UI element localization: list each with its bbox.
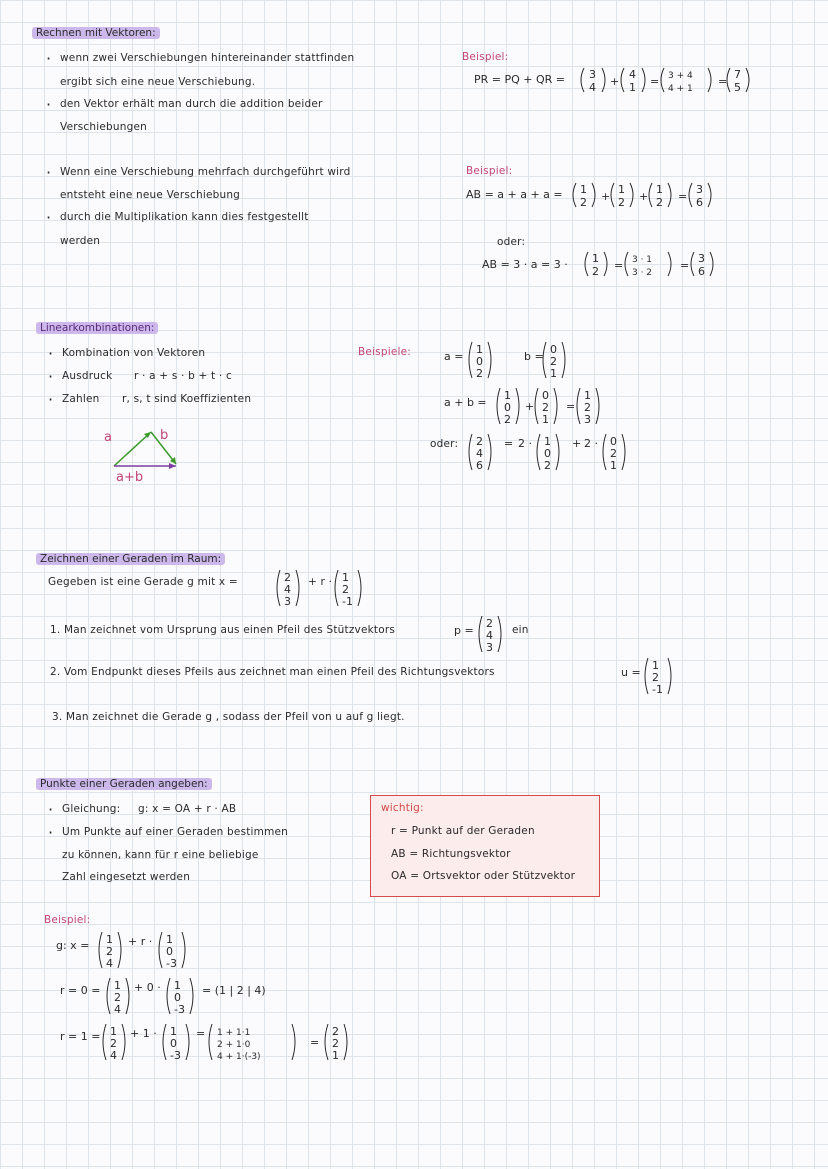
triangle-label-a: a — [104, 430, 112, 445]
vec-oder-b — [603, 434, 625, 472]
svg-text:+: + — [601, 190, 611, 203]
svg-text:+ r ·: + r · — [128, 935, 153, 948]
s4-g-eq: g: x = — [56, 939, 90, 952]
example-2-vectors — [570, 181, 720, 215]
svg-text:+: + — [525, 400, 535, 413]
vec-lin-a — [466, 340, 496, 384]
triangle-label-ab: a+b — [116, 470, 144, 485]
vec-ex2-a1-2: 2 — [580, 196, 587, 209]
vec-oder-a — [537, 434, 559, 472]
s4-bullet-2-line-3: Zahl eingesetzt werden — [62, 871, 191, 883]
vec-r1-ab-2: 0 — [170, 1037, 177, 1050]
svg-text:=: = — [196, 1027, 206, 1040]
vec-line-u-1: 1 — [652, 659, 659, 672]
vec-sum-b-2: 2 — [542, 401, 549, 414]
example-1-label: Beispiel: — [462, 51, 509, 63]
vec-r1-oa — [103, 1024, 125, 1062]
vec-ex2-a3-2: 2 — [656, 196, 663, 209]
vec-oder-b-1: 0 — [610, 435, 617, 448]
vec-line-p-given — [274, 568, 304, 612]
vec-line-u — [642, 656, 678, 700]
s1-bullet-2-line-1: · den Vektor erhält man durch die addition beider — [60, 98, 323, 110]
s3-step-2: 2. Vom Endpunkt dieses Pfeils aus zeichnet man einen Pfeil des Richtungsvektors — [50, 666, 495, 678]
vec-r0-ab-1: 1 — [174, 979, 181, 992]
svg-text:=: = — [310, 1036, 320, 1049]
vec-g-ab-3: -3 — [166, 957, 177, 970]
vec-oder-d — [469, 434, 491, 472]
vec-sum-b-1: 0 — [542, 389, 549, 402]
svg-text:2 ·: 2 · — [584, 437, 598, 450]
vec-ex2-b1 — [585, 252, 607, 278]
s3-step-1: 1. Man zeichnet vom Ursprung aus einen Pfeil des Stützvektors — [50, 624, 396, 636]
vec-lin-a-2: 0 — [476, 355, 483, 368]
vec-ex2-a2 — [611, 183, 633, 209]
vec-g-oa-1: 1 — [106, 933, 113, 946]
example-1-vectors — [578, 66, 748, 102]
vec-ex2-res2-1: 3 — [698, 252, 705, 265]
vec-r1-s2-3: 1 — [332, 1049, 339, 1062]
s1-bullet-2-line-2: Verschiebungen — [60, 121, 147, 133]
important-box-line-3: OA = Ortsvektor oder Stützvektor — [391, 870, 576, 882]
s1-bullet-4-line-1: · durch die Multiplikation kann dies festgestellt — [60, 211, 309, 223]
vec-line-u-given — [332, 568, 368, 612]
vec-oder-b-3: 1 — [610, 459, 617, 472]
s4-bullet-2-line-1: · Um Punkte auf einer Geraden bestimmen — [62, 826, 288, 838]
s4-bullet-2-line-2: zu können, kann für r eine beliebige — [62, 849, 259, 861]
svg-text:=: = — [718, 75, 728, 88]
vec-sum-a — [497, 388, 519, 426]
vec-r1-s1-1: 1 + 1·1 — [217, 1028, 251, 1038]
vec-oder-a-2: 0 — [544, 447, 551, 460]
important-box-line-2: AB = Richtungsvektor — [391, 848, 511, 860]
vec-sum-b — [535, 388, 557, 426]
svg-text:+ 1 ·: + 1 · — [130, 1027, 157, 1040]
vec-line-p-given-2: 4 — [284, 583, 291, 596]
vec-line-p-given-1: 2 — [284, 571, 291, 584]
section-heading-zeichnen: Zeichnen einer Geraden im Raum: — [36, 553, 225, 565]
vec-ex1-v4-2: 5 — [734, 81, 741, 94]
vec-sum-c-1: 1 — [584, 389, 591, 402]
vec-sum-a-1: 1 — [504, 389, 511, 402]
s3-given: Gegeben ist eine Gerade g mit x = — [48, 576, 238, 588]
vec-r1-oa-1: 1 — [110, 1025, 117, 1038]
vec-ex2-a2-1: 1 — [618, 183, 625, 196]
example-2-label: Beispiel: — [466, 165, 513, 177]
vec-oder-d-1: 2 — [476, 435, 483, 448]
s1-bullet-1-line-1: · wenn zwei Verschiebungen hintereinander stattfinden — [60, 52, 354, 64]
svg-text:=: = — [678, 190, 688, 203]
vec-ex1-v1-2: 4 — [589, 81, 596, 94]
s3-step-2-u: u = — [621, 666, 641, 679]
vec-line-p-2: 4 — [486, 629, 493, 642]
vec-r0-oa-2: 2 — [114, 991, 121, 1004]
vec-r0-oa-3: 4 — [114, 1003, 121, 1016]
vec-oder-a-1: 1 — [544, 435, 551, 448]
vec-g-ab — [159, 932, 185, 970]
vec-lin-b — [540, 340, 570, 384]
vec-ex1-v3 — [661, 68, 711, 94]
svg-text:+ 0 ·: + 0 · — [134, 981, 161, 994]
vec-line-u-3: -1 — [652, 683, 663, 696]
svg-text:+: + — [639, 190, 649, 203]
section-heading-punkte: Punkte einer Geraden angeben: — [36, 778, 212, 790]
example-2-equation: AB = a + a + a = — [466, 188, 563, 201]
vec-oder-d-2: 4 — [476, 447, 483, 460]
s2-bullet-3-label: · Zahlen — [62, 393, 100, 405]
vec-g-ab-2: 0 — [166, 945, 173, 958]
svg-text:+: + — [610, 75, 620, 88]
s3-step-1-p: p = — [454, 624, 474, 637]
vec-ex2-a2-2: 2 — [618, 196, 625, 209]
vec-r1-ab-1: 1 — [170, 1025, 177, 1038]
vec-sum-a-2: 0 — [504, 401, 511, 414]
important-box-title: wichtig: — [381, 802, 424, 814]
s4-r0-vectors — [104, 976, 204, 1020]
vec-ex1-v2 — [621, 68, 645, 94]
vec-r1-s2-2: 2 — [332, 1037, 339, 1050]
vec-line-u-given-1: 1 — [342, 571, 349, 584]
vec-r0-ab-2: 0 — [174, 991, 181, 1004]
vec-ex2-mul — [625, 252, 671, 278]
s1-bullet-1-line-2: ergibt sich eine neue Verschiebung. — [60, 76, 256, 88]
vec-g-oa — [99, 932, 121, 970]
vec-ex1-v2-2: 1 — [629, 81, 636, 94]
vec-sum-c — [577, 388, 599, 426]
s3-step-1-end: ein — [512, 624, 529, 636]
vec-sum-c-3: 3 — [584, 413, 591, 426]
vec-r1-oa-3: 4 — [110, 1049, 117, 1062]
s2-oder: oder: — [430, 438, 459, 450]
vec-r0-oa-1: 1 — [114, 979, 121, 992]
svg-text:=: = — [680, 259, 690, 272]
vec-line-p-3: 3 — [486, 641, 493, 654]
s1-bullet-3-line-2: entsteht eine neue Verschiebung — [60, 189, 241, 201]
vec-ex2-b1-2: 2 — [592, 265, 599, 278]
s2-b-def: b = — [524, 350, 544, 363]
s3-given-r: + r · — [308, 576, 333, 588]
vec-lin-b-1: 0 — [550, 343, 557, 356]
vec-r1-s1 — [209, 1024, 295, 1062]
example-2-oder: oder: — [497, 236, 526, 248]
s3-step-3: 3. Man zeichnet die Gerade g , sodass der Pfeil von u auf g liegt. — [52, 711, 405, 723]
vec-line-p-1: 2 — [486, 617, 493, 630]
vec-r0-ab-3: -3 — [174, 1003, 185, 1016]
example-1-equation: PR = PQ + QR = — [474, 73, 566, 86]
vec-line-u-2: 2 — [652, 671, 659, 684]
s2-bullet-3-rest: r, s, t sind Koeffizienten — [122, 393, 252, 405]
vec-r1-s1-2: 2 + 1·0 — [217, 1040, 251, 1050]
s2-sum-label: a + b = — [444, 396, 487, 409]
s2-sum-vectors — [494, 386, 634, 430]
vec-line-u-given-3: -1 — [342, 595, 353, 608]
svg-text:=: = — [504, 437, 514, 450]
s2-a-def: a = — [444, 350, 464, 363]
triangle-label-b: b — [160, 428, 169, 443]
vec-g-oa-2: 2 — [106, 945, 113, 958]
vec-ex2-a1-1: 1 — [580, 183, 587, 196]
vec-ex1-v1-1: 3 — [589, 68, 596, 81]
vec-ex1-v2-1: 4 — [629, 68, 636, 81]
vec-ex2-b1-1: 1 — [592, 252, 599, 265]
s4-r0: r = 0 = — [60, 984, 101, 997]
s2-example-label: Beispiele: — [358, 346, 412, 358]
example-2-equation-2: AB = 3 · a = 3 · — [482, 258, 568, 271]
vec-ex2-res-2: 6 — [696, 196, 703, 209]
vec-r1-oa-2: 2 — [110, 1037, 117, 1050]
svg-text:2 ·: 2 · — [518, 437, 532, 450]
vec-g-ab-1: 1 — [166, 933, 173, 946]
s2-bullet-1: · Kombination von Vektoren — [62, 347, 205, 359]
svg-text:=: = — [614, 259, 624, 272]
vec-ex2-mul-1: 3 · 1 — [632, 255, 653, 265]
vec-sum-a-3: 2 — [504, 413, 511, 426]
s2-bullet-2-label: · Ausdruck — [62, 370, 112, 382]
s4-bullet-1-eq: g: x = OA + r · AB — [138, 803, 237, 815]
vec-ex1-v1 — [581, 68, 605, 94]
s4-example-label: Beispiel: — [44, 914, 91, 926]
vec-ex2-res2 — [691, 252, 713, 278]
vec-ex2-a3 — [649, 183, 671, 209]
vec-g-oa-3: 4 — [106, 957, 113, 970]
vec-lin-b-2: 2 — [550, 355, 557, 368]
vec-r1-s1-3: 4 + 1·(-3) — [217, 1052, 261, 1062]
s4-bullet-1-label: · Gleichung: — [62, 803, 120, 815]
important-box-line-1: r = Punkt auf der Geraden — [391, 825, 535, 837]
vec-sum-b-3: 1 — [542, 413, 549, 426]
important-box — [370, 795, 600, 897]
vec-r1-s2-1: 2 — [332, 1025, 339, 1038]
vec-oder-a-3: 2 — [544, 459, 551, 472]
svg-text:+: + — [572, 437, 582, 450]
s4-g-vectors — [96, 930, 206, 974]
vec-line-p-given-3: 3 — [284, 595, 291, 608]
s2-bullet-2-expr: r · a + s · b + t · c — [134, 370, 232, 382]
vec-sum-c-2: 2 — [584, 401, 591, 414]
vec-ex1-v3-1: 3 + 4 — [668, 71, 693, 81]
s1-bullet-4-line-2: werden — [60, 235, 101, 247]
vec-oder-d-3: 6 — [476, 459, 483, 472]
s4-r1: r = 1 = — [60, 1030, 101, 1043]
vec-ex2-mul-2: 3 · 2 — [632, 268, 653, 278]
vec-ex2-res2-2: 6 — [698, 265, 705, 278]
vec-ex1-v3-2: 4 + 1 — [668, 84, 693, 94]
vec-ex2-a3-1: 1 — [656, 183, 663, 196]
section-heading-linearkombinationen: Linearkombinationen: — [36, 322, 158, 334]
s4-r0-result: = (1 | 2 | 4) — [202, 984, 266, 997]
vec-ex1-v4 — [727, 68, 749, 94]
vec-r0-ab — [167, 978, 193, 1016]
vec-line-p — [476, 614, 506, 658]
vec-lin-b-3: 1 — [550, 367, 557, 380]
vec-r1-ab-3: -3 — [170, 1049, 181, 1062]
vec-ex2-a1 — [573, 183, 595, 209]
vec-lin-a-1: 1 — [476, 343, 483, 356]
example-2-vectors-2 — [582, 250, 722, 284]
vec-ex1-v4-1: 7 — [734, 68, 741, 81]
s4-r1-vectors — [100, 1022, 360, 1066]
vec-lin-a-3: 2 — [476, 367, 483, 380]
svg-text:=: = — [566, 400, 576, 413]
vec-r1-s2 — [325, 1024, 347, 1062]
vec-line-u-given-2: 2 — [342, 583, 349, 596]
vec-r1-ab — [163, 1024, 189, 1062]
s1-bullet-3-line-1: · Wenn eine Verschiebung mehrfach durchgeführt wird — [60, 166, 351, 178]
vec-ex2-res — [689, 183, 711, 209]
svg-text:=: = — [650, 75, 660, 88]
s2-oder-vectors — [466, 432, 646, 476]
vec-oder-b-2: 2 — [610, 447, 617, 460]
section-heading-rechnen: Rechnen mit Vektoren: — [32, 27, 160, 39]
vec-ex2-res-1: 3 — [696, 183, 703, 196]
vec-r0-oa — [107, 978, 129, 1016]
